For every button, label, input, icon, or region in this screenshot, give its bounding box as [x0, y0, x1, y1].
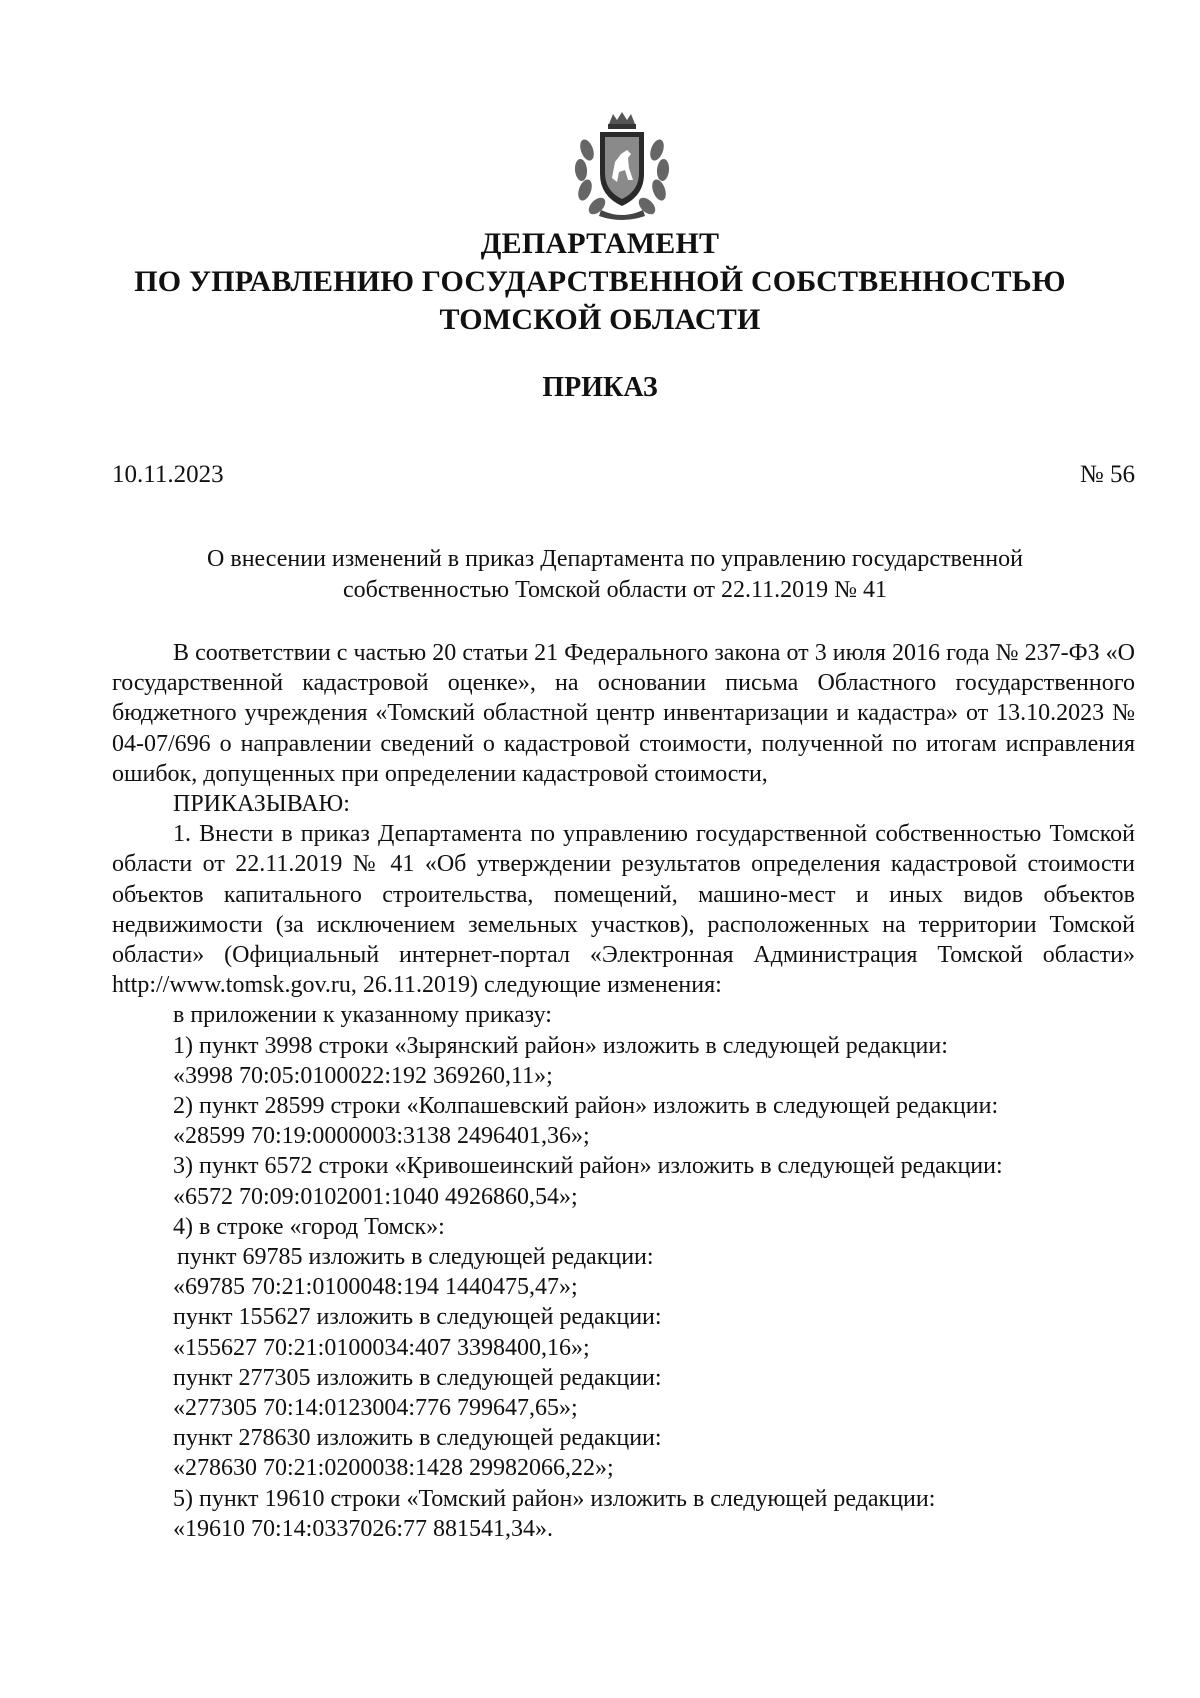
list-line: 1) пункт 3998 строки «Зырянский район» изложить в следующей редакции:	[173, 1032, 948, 1059]
list-line: «155627 70:21:0100034:407 3398400,16»;	[173, 1334, 590, 1361]
item-1-paragraph: 1. Внести в приказ Департамента по управлению государственной собственностью Томской области от 22.11.2019 № 41 «Об утверждении результатов определения кадастровой стоимости объектов капитального строительства, помещений, машино-мест и иных видов объектов недвижимости (за исключением земельных участков), расположенных на территории Томской области» (Официальный интернет-портал «Электронная Администрация Томской области» http://www.tomsk.gov.ru, 26.11.2019) следующие изменения:	[112, 821, 1135, 999]
list-line: пункт 277305 изложить в следующей редакции:	[173, 1364, 662, 1391]
coat-of-arms-emblem	[565, 110, 679, 222]
subject-line-2: собственностью Томской области от 22.11.2019 № 41	[342, 577, 888, 603]
list-line: пункт 69785 изложить в следующей редакции:	[177, 1244, 654, 1271]
department-header	[100, 225, 1100, 339]
list-line: «28599 70:19:0000003:3138 2496401,36»;	[173, 1123, 590, 1150]
subject-line-1: О внесении изменений в приказ Департамента по управлению государственной	[207, 546, 1023, 572]
preamble-paragraph: В соответствии с частью 20 статьи 21 Федерального закона от 3 июля 2016 года № 237-ФЗ «О государственной кадастровой оценке», на основании письма Областного государственного бюджетного учреждения «Томский областной центр инвентаризации и кадастра» от 13.10.2023 № 04-07/696 о направлении сведений о кадастровой стоимости, полученной по итогам исправления ошибок, допущенных при определении кадастровой стоимости,	[112, 640, 1135, 787]
document-number: № 56	[1079, 461, 1135, 488]
list-line: 2) пункт 28599 строки «Колпашевский район» изложить в следующей редакции:	[173, 1093, 999, 1120]
list-line: пункт 155627 изложить в следующей редакции:	[173, 1304, 662, 1331]
header-line-2: ПО УПРАВЛЕНИЮ ГОСУДАРСТВЕННОЙ СОБСТВЕННОСТЬЮ	[134, 265, 1066, 298]
document-subject	[150, 544, 1080, 606]
list-line: 4) в строке «город Томск»:	[173, 1213, 445, 1240]
document-body	[112, 638, 1135, 1544]
list-line: 3) пункт 6572 строки «Кривошеинский район» изложить в следующей редакции:	[173, 1153, 1003, 1180]
list-line: «3998 70:05:0100022:192 369260,11»;	[173, 1062, 553, 1089]
list-line: 5) пункт 19610 строки «Томский район» изложить в следующей редакции:	[173, 1485, 936, 1512]
list-line: «278630 70:21:0200038:1428 29982066,22»;	[173, 1455, 614, 1482]
list-line: «6572 70:09:0102001:1040 4926860,54»;	[173, 1183, 578, 1210]
list-line: в приложении к указанному приказу:	[173, 1002, 552, 1029]
document-date: 10.11.2023	[112, 461, 224, 488]
list-line: «69785 70:21:0100048:194 1440475,47»;	[173, 1274, 578, 1301]
document-type-title: ПРИКАЗ	[542, 372, 658, 403]
list-line: «19610 70:14:0337026:77 881541,34».	[173, 1515, 554, 1542]
header-line-1: ДЕПАРТАМЕНТ	[480, 227, 720, 260]
list-line: пункт 278630 изложить в следующей редакции:	[173, 1425, 662, 1452]
date-number-line	[112, 460, 1135, 490]
order-word: ПРИКАЗЫВАЮ:	[173, 791, 350, 818]
list-line: «277305 70:14:0123004:776 799647,65»;	[173, 1395, 578, 1422]
header-line-3: ТОМСКОЙ ОБЛАСТИ	[439, 303, 761, 336]
